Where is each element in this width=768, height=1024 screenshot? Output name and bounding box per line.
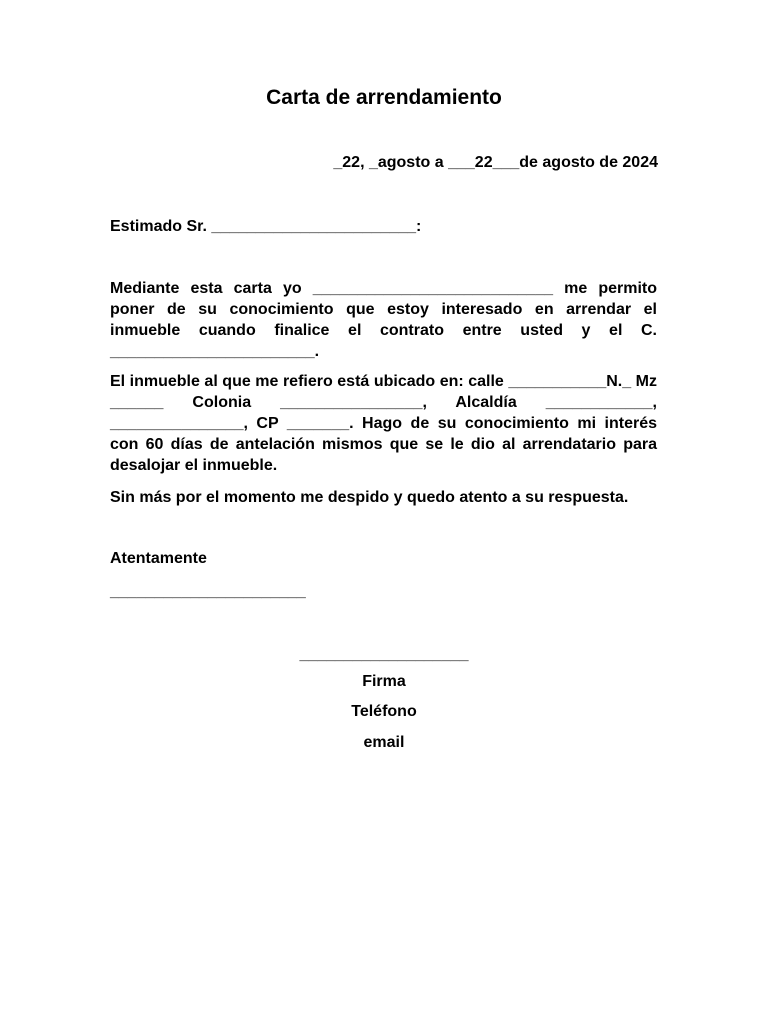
body-paragraph-1: Mediante esta carta yo ___________________________ me permito poner de su conocimiento que estoy interesado en arrendar el inmueble cuando finalice el contrato entre usted y el C. _______________________. [110,280,657,360]
telefono-label: Teléfono [351,703,417,720]
signature-line-center: ___________________ [299,646,469,663]
signature-line-left: ______________________ [110,583,306,600]
closing: Atentamente [110,550,207,567]
salutation: Estimado Sr. _______________________: [110,218,422,235]
date-line: _22, _agosto a ___22___de agosto de 2024 [333,154,658,171]
document-title: Carta de arrendamiento [266,86,502,109]
body-paragraph-2: El inmueble al que me refiero está ubicado en: calle ___________N._ Mz ______ Colonia ________________, Alcaldía ____________, _______________, CP _______. Hago de su conocimiento mi interés con 60 días de antelación mismos que se le dio al arrendatario para desalojar el inmueble. [110,373,657,474]
email-label: email [363,734,405,751]
body-paragraph-3: Sin más por el momento me despido y quedo atento a su respuesta. [110,489,629,506]
firma-label: Firma [362,673,406,690]
